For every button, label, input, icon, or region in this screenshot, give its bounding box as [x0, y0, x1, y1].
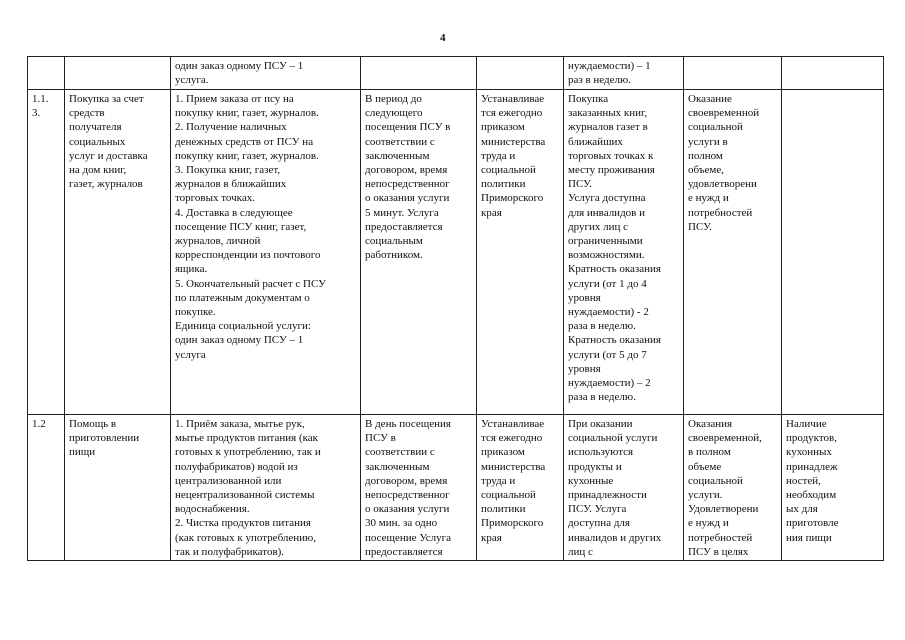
cell-text-line: Помощь в [69, 418, 117, 430]
cell-text-line: лиц с [568, 545, 593, 558]
cell-text-line: В день посещения [365, 418, 451, 430]
service-term-cell [361, 57, 477, 90]
cell-text-line: труда и [481, 474, 516, 487]
number-cell [28, 415, 65, 561]
cell-text-line: продукты и [568, 460, 622, 473]
cell-text-line: своевременной, [688, 432, 762, 445]
cell-text-line: ностей, [786, 474, 821, 487]
cell-text-line: централизованной или [175, 474, 282, 487]
cell-text-line: министерства [481, 460, 546, 473]
cell-text-line: Оказание [688, 93, 732, 105]
cell-text-line: журналов газет в [568, 121, 648, 134]
cell-text-line: полуфабрикатов) водой из [175, 460, 298, 473]
cell-text-line: ПСУ. Услуга [568, 503, 627, 516]
cell-text-line: доступна для [568, 517, 630, 530]
cell-text-line: журналов, личной [175, 235, 261, 248]
cell-text-line: социальной услуги [568, 432, 658, 445]
cell-text-line: услуга. [175, 74, 209, 87]
cell-text-line: договором, время [365, 474, 448, 487]
cell-text-line: заключенным [365, 460, 430, 473]
page-number: 4 [440, 32, 446, 44]
table-row [28, 90, 884, 415]
cell-text-line: 1.2 [32, 418, 46, 430]
cell-text-line: (как готовых к употреблению, [175, 531, 317, 544]
cell-text-line: труда и [481, 149, 516, 162]
cell-text-line: предоставляется [365, 545, 443, 558]
cell-text-line: непосредственног [365, 178, 450, 191]
cell-text-line: социальной [688, 474, 743, 487]
cell-text-line: услуги (от 1 до 4 [568, 277, 647, 290]
cell-text-line: политики [481, 503, 526, 516]
cell-text-line: продуктов, [786, 432, 837, 445]
cell-text-line: покупке. [175, 306, 216, 319]
cell-text-line: социальной [481, 489, 536, 502]
cell-text-line: ПСУ в целях [688, 545, 749, 558]
cell-text-line: возможностями. [568, 249, 645, 262]
cell-text-line: принадлеж [786, 460, 838, 473]
cell-text-line: своевременной [688, 107, 760, 120]
cell-text-line: 5. Окончательный расчет с ПСУ [175, 277, 326, 290]
cell-text-line: ния пищи [786, 531, 832, 544]
cell-text-line: 2. Чистка продуктов питания [175, 517, 311, 530]
cell-text-line: кухонных [786, 446, 832, 459]
evaluation-cell [782, 90, 884, 415]
service-name-cell [65, 415, 171, 561]
cell-text-line: водоснабжения. [175, 503, 250, 516]
cell-text-line: в полном [688, 446, 731, 459]
cell-text-line: так и полуфабрикатов). [175, 545, 285, 558]
cell-text-line: Приморского [481, 517, 544, 530]
cell-text-line: услуг и доставка [69, 149, 148, 162]
cell-text-line: политики [481, 178, 526, 191]
service-term-cell [361, 415, 477, 561]
cell-text-line: раз в неделю. [568, 74, 631, 87]
cell-text-line: посещения ПСУ в [365, 121, 451, 134]
indicators-cell [684, 57, 782, 90]
cell-text-line: услуги. [688, 489, 723, 502]
cell-text-line: нецентрализованной системы [175, 489, 315, 502]
cell-text-line: ПСУ. [568, 178, 592, 191]
cell-text-line: непосредственног [365, 489, 450, 502]
cell-text-line: приготовлении [69, 432, 140, 445]
service-content-cell [171, 57, 361, 90]
cell-text-line: следующего [365, 107, 423, 120]
cell-text-line: на дом книг, [69, 164, 127, 177]
cell-text-line: используются [568, 446, 634, 459]
cell-text-line: 4. Доставка в следующее [175, 206, 293, 219]
cell-text-line: средств [69, 107, 105, 120]
cell-text-line: Приморского [481, 192, 544, 205]
cell-text-line: края [481, 206, 502, 219]
table-row [28, 415, 884, 561]
tariff-cell [477, 57, 564, 90]
cell-text-line: посещение ПСУ книг, газет, [175, 220, 307, 233]
cell-text-line: торговых точках. [175, 192, 255, 205]
cell-text-line: социальной [481, 164, 536, 177]
cell-text-line: 1. Приём заказа, мытье рук, [175, 418, 305, 430]
service-term-cell [361, 90, 477, 415]
cell-text-line: готовых к употреблению, так и [175, 446, 321, 459]
service-content-cell [171, 90, 361, 415]
cell-text-line: о оказания услуги [365, 503, 450, 516]
cell-text-line: е нужд и [688, 192, 729, 205]
cell-text-line: Наличие [786, 418, 827, 430]
cell-text-line: социальным [365, 235, 423, 248]
service-name-cell [65, 90, 171, 415]
tariff-cell [477, 415, 564, 561]
cell-text-line: удовлетворени [688, 178, 757, 191]
cell-text-line: Кратность оказания [568, 263, 661, 276]
cell-text-line: социальной [688, 121, 743, 134]
cell-text-line: 30 мин. за одно [365, 517, 438, 530]
cell-text-line: кухонные [568, 474, 614, 487]
cell-text-line: услуги в [688, 135, 728, 148]
cell-text-line: полном [688, 149, 723, 162]
number-cell [28, 57, 65, 90]
cell-text-line: о оказания услуги [365, 192, 450, 205]
cell-text-line: инвалидов и других [568, 531, 662, 544]
service-name-cell [65, 57, 171, 90]
cell-text-line: ПСУ. [688, 220, 712, 233]
cell-text-line: В период до [365, 93, 422, 105]
cell-text-line: ых для [786, 503, 818, 516]
cell-text-line: услуга [175, 348, 206, 361]
cell-text-line: тся ежегодно [481, 432, 543, 445]
cell-text-line: услуги (от 5 до 7 [568, 348, 647, 361]
cell-text-line: заключенным [365, 149, 430, 162]
cell-text-line: 3. [32, 107, 41, 120]
service-content-cell [171, 415, 361, 561]
cell-text-line: денежных средств от ПСУ на [175, 135, 314, 148]
cell-text-line: торговых точках к [568, 149, 654, 162]
cell-text-line: работником. [365, 249, 423, 262]
cell-text-line: корреспонденции из почтового [175, 249, 321, 262]
conditions-cell [564, 415, 684, 561]
cell-text-line: приготовле [786, 517, 839, 530]
cell-text-line: один заказ одному ПСУ – 1 [175, 60, 304, 72]
cell-text-line: газет, журналов [69, 178, 143, 191]
cell-text-line: объеме, [688, 164, 724, 177]
cell-text-line: пищи [69, 446, 96, 459]
cell-text-line: приказом [481, 121, 525, 134]
conditions-cell [564, 90, 684, 415]
cell-text-line: 2. Получение наличных [175, 121, 287, 134]
cell-text-line: необходим [786, 489, 837, 502]
cell-text-line: нуждаемости) - 2 [568, 306, 649, 319]
services-table [27, 56, 884, 561]
cell-text-line: соответствии с [365, 446, 435, 459]
cell-text-line: заказанных книг, [568, 107, 648, 120]
number-cell [28, 90, 65, 415]
cell-text-line: мытье продуктов питания (как [175, 432, 319, 445]
indicators-cell [684, 90, 782, 415]
tariff-cell [477, 90, 564, 415]
cell-text-line: покупку книг, газет, журналов. [175, 149, 319, 162]
conditions-cell [564, 57, 684, 90]
cell-text-line: получателя [69, 121, 122, 134]
table-row [28, 57, 884, 90]
cell-text-line: раза в неделю. [568, 391, 636, 404]
cell-text-line: нуждаемости) – 2 [568, 377, 651, 390]
cell-text-line: социальных [69, 135, 126, 148]
cell-text-line: соответствии с [365, 135, 435, 148]
cell-text-line: 1.1. [32, 93, 49, 105]
cell-text-line: Покупка за счет [69, 93, 144, 105]
cell-text-line: ближайших [568, 135, 623, 148]
cell-text-line: месту проживания [568, 164, 655, 177]
cell-text-line: При оказании [568, 418, 633, 430]
cell-text-line: потребностей [688, 531, 753, 544]
cell-text-line: раза в неделю. [568, 320, 636, 333]
cell-text-line: приказом [481, 446, 525, 459]
cell-text-line: 1. Прием заказа от псу на [175, 93, 294, 105]
cell-text-line: е нужд и [688, 517, 729, 530]
cell-text-line: Оказания [688, 418, 733, 430]
cell-text-line: ограниченными [568, 235, 643, 248]
cell-text-line: 3. Покупка книг, газет, [175, 164, 281, 177]
cell-text-line: Кратность оказания [568, 334, 661, 347]
cell-text-line: Устанавливае [481, 93, 545, 105]
cell-text-line: объеме [688, 460, 722, 473]
cell-text-line: предоставляется [365, 220, 443, 233]
cell-text-line: принадлежности [568, 489, 647, 502]
cell-text-line: других лиц с [568, 220, 628, 233]
cell-text-line: края [481, 531, 502, 544]
cell-text-line: Единица социальной услуги: [175, 320, 311, 333]
cell-text-line: министерства [481, 135, 546, 148]
cell-text-line: ящика. [175, 263, 208, 276]
cell-text-line: 5 минут. Услуга [365, 206, 439, 219]
cell-text-line: по платежным документам о [175, 291, 310, 304]
cell-text-line: ПСУ в [365, 432, 396, 445]
cell-text-line: потребностей [688, 206, 753, 219]
cell-text-line: Услуга доступна [568, 192, 646, 205]
cell-text-line: уровня [568, 362, 601, 375]
cell-text-line: Покупка [568, 93, 609, 105]
cell-text-line: один заказ одному ПСУ – 1 [175, 334, 304, 347]
indicators-cell [684, 415, 782, 561]
evaluation-cell [782, 57, 884, 90]
cell-text-line: Устанавливае [481, 418, 545, 430]
cell-text-line: нуждаемости) – 1 [568, 60, 651, 72]
cell-text-line: договором, время [365, 164, 448, 177]
cell-text-line: журналов в ближайших [175, 178, 287, 191]
cell-text-line: покупку книг, газет, журналов. [175, 107, 319, 120]
cell-text-line: для инвалидов и [568, 206, 645, 219]
cell-text-line: тся ежегодно [481, 107, 543, 120]
cell-text-line: посещение Услуга [365, 531, 452, 544]
cell-text-line: Удовлетворени [688, 503, 759, 516]
cell-text-line: уровня [568, 291, 601, 304]
evaluation-cell [782, 415, 884, 561]
